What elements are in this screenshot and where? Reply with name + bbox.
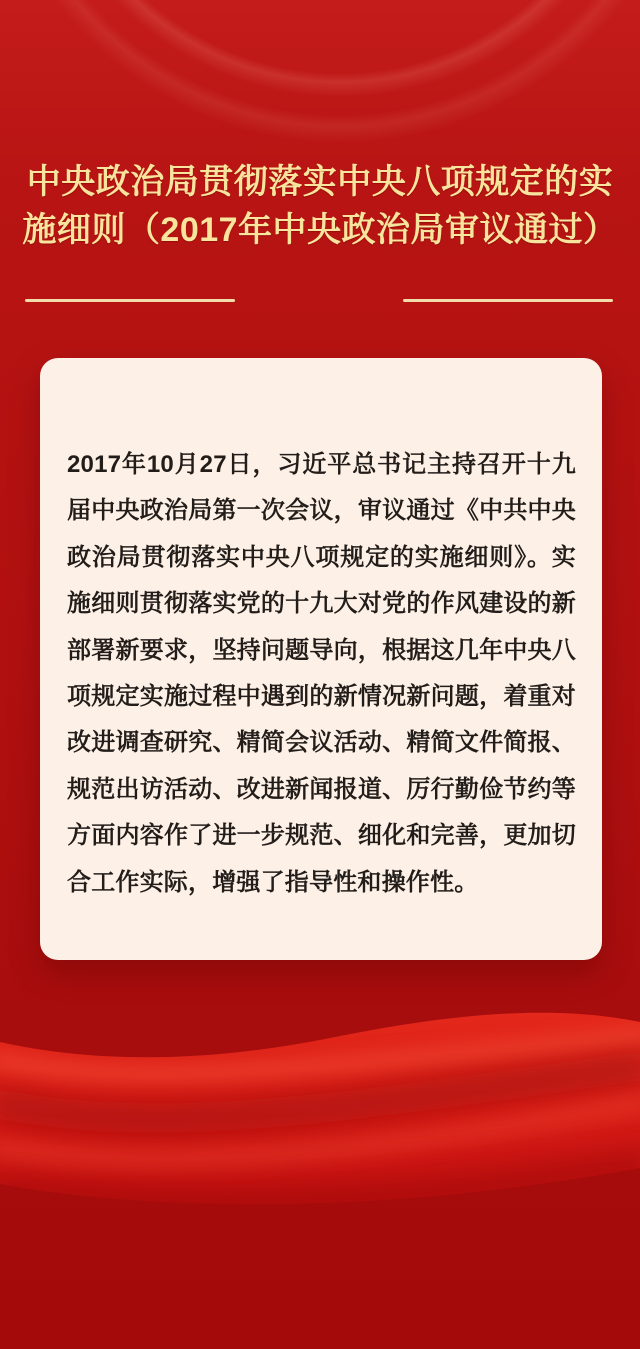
paragraph-line: 改进调查研究、精简会议活动、精简文件简报、 bbox=[67, 729, 576, 757]
divider-line-right bbox=[403, 299, 613, 302]
divider-line-left bbox=[25, 299, 235, 302]
title-line-2: 施细则（2017年中央政治局审议通过） bbox=[22, 211, 618, 249]
paragraph-line: 方面内容作了进一步规范、细化和完善，更加切 bbox=[67, 822, 576, 850]
paragraph-line: 项规定实施过程中遇到的新情况新问题，着重对 bbox=[67, 683, 576, 711]
paragraph-line: 合工作实际，增强了指导性和操作性。 bbox=[67, 868, 479, 896]
paragraph-line: 部署新要求，坚持问题导向，根据这几年中央八 bbox=[67, 636, 576, 664]
paragraph-line: 政治局贯彻落实中央八项规定的实施细则》。实 bbox=[67, 543, 576, 571]
paragraph-line: 2017年10月27日，习近平总书记主持召开十九 bbox=[67, 451, 576, 478]
article-paragraph bbox=[67, 442, 576, 906]
paragraph-line: 规范出访活动、改进新闻报道、厉行勤俭节约等 bbox=[67, 775, 576, 803]
ribbon-wave-graphic bbox=[0, 990, 640, 1230]
poster-title bbox=[20, 158, 620, 254]
paragraph-line: 施细则贯彻落实党的十九大对党的作风建设的新 bbox=[67, 590, 576, 618]
paragraph-line: 届中央政治局第一次会议，审议通过《中共中央 bbox=[67, 497, 576, 525]
content-card bbox=[40, 358, 602, 960]
title-line-1: 中央政治局贯彻落实中央八项规定的实 bbox=[26, 163, 614, 201]
